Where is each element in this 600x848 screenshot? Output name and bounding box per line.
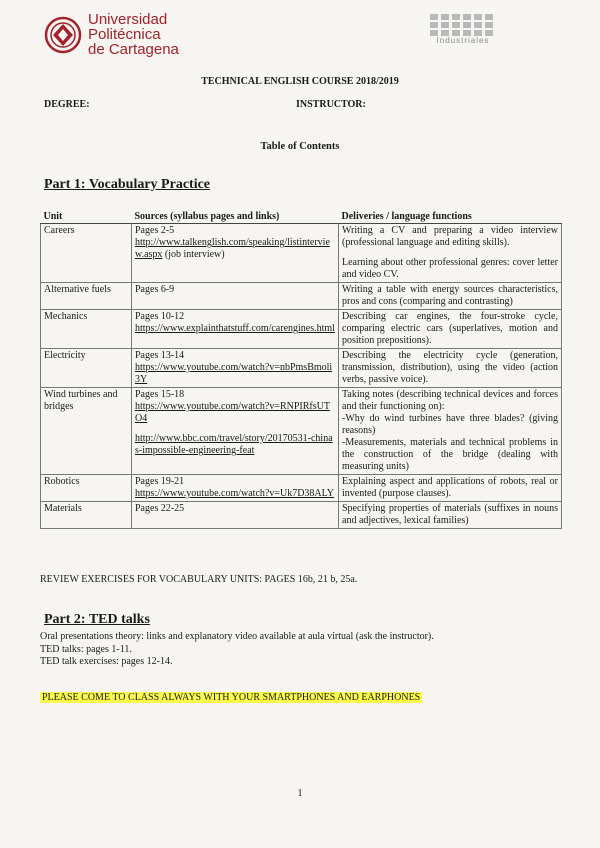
delivery-text: -Measurements, materials and technical problems in the construction of the bridge (dealing with measuring units): [342, 437, 558, 472]
column-header: Deliveries / language functions: [339, 211, 562, 224]
deliveries-cell: [339, 283, 562, 310]
sources-cell: [132, 283, 339, 310]
unit-cell: Wind turbines and bridges: [41, 388, 132, 475]
university-name: [88, 12, 179, 57]
delivery-text: Taking notes (describing technical devices and forces and their functioning on):: [342, 389, 558, 412]
table-row: [41, 224, 562, 283]
source-pages: Pages 15-18: [135, 389, 185, 400]
source-link[interactable]: https://www.explainthatstuff.com/carengines.html: [135, 323, 335, 334]
table-row: [41, 475, 562, 502]
delivery-text: Learning about other professional genres: cover letter and video CV.: [342, 257, 558, 280]
sources-cell: [132, 310, 339, 349]
instructor-label: INSTRUCTOR:: [296, 99, 366, 110]
source-link[interactable]: http://www.bbc.com/travel/story/20170531-chinas-impossible-engineering-feat: [135, 433, 333, 456]
delivery-text: Specifying properties of materials (suffixes in nouns and adjectives, lexical families): [342, 503, 558, 526]
delivery-text: Describing the electricity cycle (generation, transmission, distribution), using the video (action verbs, passive voice).: [342, 350, 558, 385]
part2-heading: Part 2: TED talks: [44, 612, 150, 627]
source-pages: Pages 2-5: [135, 225, 175, 236]
smartphone-notice: PLEASE COME TO CLASS ALWAYS WITH YOUR SMARTPHONES AND EARPHONES: [42, 692, 421, 703]
source-pages: Pages 19-21: [135, 476, 185, 487]
source-pages: Pages 6-9: [135, 284, 175, 295]
sources-cell: [132, 475, 339, 502]
university-name-line: Politécnica: [88, 26, 161, 43]
source-note: (job interview): [162, 249, 225, 260]
unit-cell: Careers: [41, 224, 132, 283]
unit-cell: Mechanics: [41, 310, 132, 349]
source-link[interactable]: https://www.youtube.com/watch?v=nbPmsBmoli3Y: [135, 362, 333, 385]
deliveries-cell: [339, 502, 562, 529]
faculty-logo-caption: Industriales: [436, 36, 490, 45]
table-row: [41, 349, 562, 388]
deliveries-cell: [339, 388, 562, 475]
table-row: [41, 283, 562, 310]
table-row: [41, 502, 562, 529]
table-row: [41, 310, 562, 349]
source-pages: Pages 10-12: [135, 311, 185, 322]
source-link[interactable]: https://www.youtube.com/watch?v=RNPIRfsUTO4: [135, 401, 330, 424]
delivery-text: Describing car engines, the four-stroke cycle, comparing electric cars (superlatives, motion and position prepositions).: [342, 311, 558, 346]
delivery-text: Explaining aspect and applications of robots, real or invented (purpose clauses).: [342, 476, 558, 499]
page-number: 1: [297, 788, 303, 799]
source-link[interactable]: https://www.youtube.com/watch?v=Uk7D38ALY: [135, 488, 334, 499]
university-logo: [44, 12, 179, 57]
unit-cell: Alternative fuels: [41, 283, 132, 310]
part2-line: Oral presentations theory: links and explanatory video available at aula virtual (ask the instructor).: [40, 631, 434, 642]
source-link[interactable]: http://www.talkenglish.com/speaking/listinterview.aspx: [135, 237, 330, 260]
part2-content: [40, 631, 434, 669]
sources-cell: [132, 388, 339, 475]
review-exercises-note: REVIEW EXERCISES FOR VOCABULARY UNITS: PAGES 16b, 21 b, 25a.: [40, 574, 358, 585]
delivery-text: Writing a table with energy sources characteristics, pros and cons (comparing and contrasting): [342, 284, 558, 307]
source-pages: Pages 13-14: [135, 350, 185, 361]
deliveries-cell: [339, 310, 562, 349]
part2-line: TED talks: pages 1-11.: [40, 643, 132, 655]
deliveries-cell: [339, 475, 562, 502]
deliveries-cell: [339, 349, 562, 388]
column-header: Sources (syllabus pages and links): [132, 211, 339, 224]
column-header: Unit: [41, 211, 132, 224]
toc-title: Table of Contents: [260, 141, 340, 152]
sources-cell: [132, 224, 339, 283]
table-row: [41, 388, 562, 475]
university-seal-icon: [44, 16, 82, 54]
source-pages: Pages 22-25: [135, 503, 185, 514]
university-name-line: Universidad: [88, 11, 168, 28]
university-name-line: de Cartagena: [88, 41, 179, 58]
part2-line: TED talk exercises: pages 12-14.: [40, 656, 173, 667]
part1-heading: Part 1: Vocabulary Practice: [44, 177, 211, 192]
vocabulary-table: [40, 211, 562, 529]
deliveries-cell: [339, 224, 562, 283]
faculty-logo: [428, 14, 498, 45]
unit-cell: Electricity: [41, 349, 132, 388]
degree-label: DEGREE:: [44, 99, 90, 110]
delivery-text: -Why do wind turbines have three blades? (giving reasons): [342, 413, 558, 436]
course-title: TECHNICAL ENGLISH COURSE 2018/2019: [201, 76, 399, 87]
delivery-text: Writing a CV and preparing a video interview (professional language and editing skills).: [342, 225, 558, 248]
faculty-emblem-icon: [430, 14, 496, 36]
table-header-row: [41, 211, 562, 224]
sources-cell: [132, 502, 339, 529]
sources-cell: [132, 349, 339, 388]
unit-cell: Materials: [41, 502, 132, 529]
unit-cell: Robotics: [41, 475, 132, 502]
